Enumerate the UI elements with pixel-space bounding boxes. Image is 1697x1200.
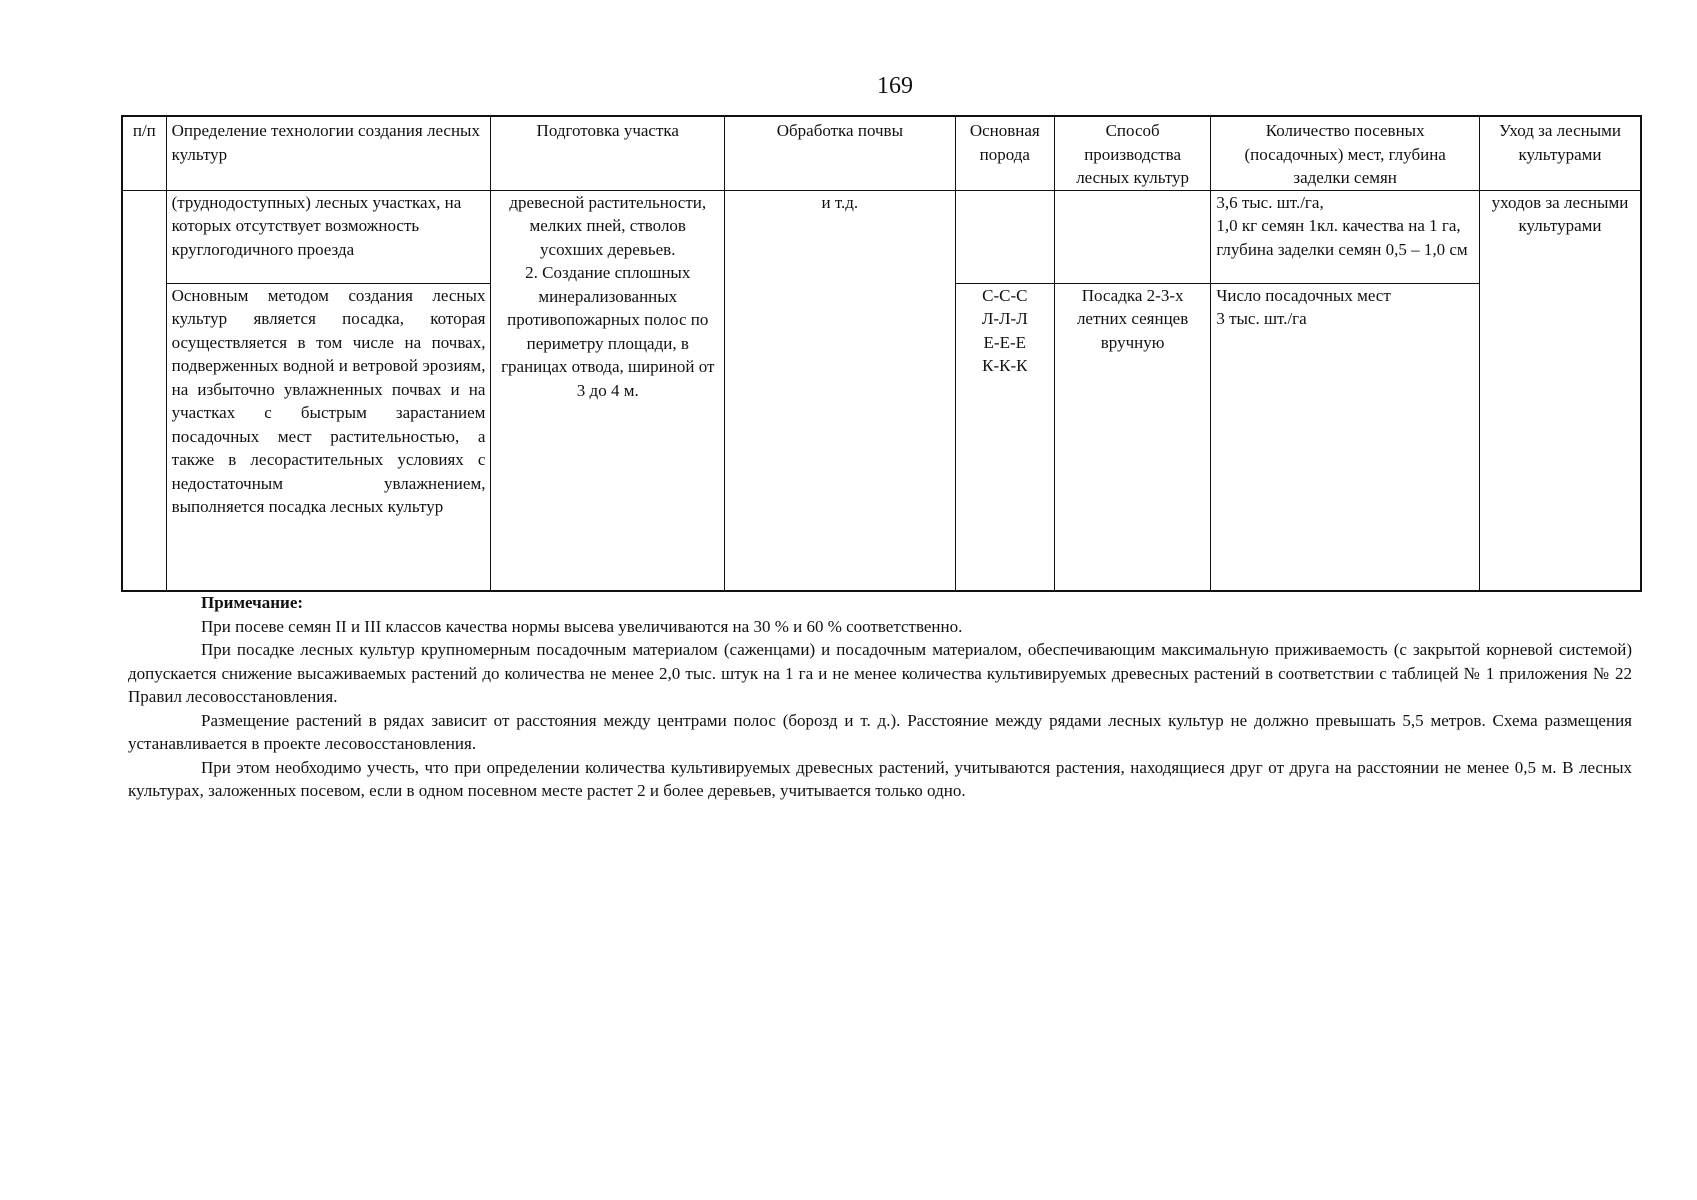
note-paragraph: При посеве семян II и III классов качества нормы высева увеличиваются на 30 % и 60 % соответственно. [201,616,963,636]
care-cell: уходов за лесными культурами [1480,190,1641,591]
page-number: 169 [877,73,913,99]
header-production-method: Способ производства лесных культур [1054,116,1210,190]
row-number-cell [122,190,166,591]
notes-title: Примечание: [201,593,304,612]
species-pine: С-С-С [982,285,1028,305]
technology-cell-1: (труднодоступных) лесных участках, на которых отсутствует возможность круглогодичного проезда [166,190,491,283]
soil-treatment-cell: и т.д. [725,190,956,591]
species-cedar: К-К-К [982,356,1028,375]
header-care: Уход за лесными культурами [1480,116,1641,190]
header-technology: Определение технологии создания лесных культур [166,116,491,190]
method-cell-2: Посадка 2-3-х летних сеянцев вручную [1054,283,1210,591]
note-paragraph: При посадке лесных культур крупномерным посадочным материалом (саженцами) и посадочным материалом, обеспечивающим максимальную приживаемость (с закрытой корневой системой) допускается снижение высаживаемых растений до количества не менее 2,0 тыс. штук на 1 га и не менее количества культивируемых древесных растений в соответствии с таблицей № 1 приложения № 22 Правил лесовосстановления. [128,640,1632,706]
species-larch: Л-Л-Л [981,309,1028,328]
table-header-row [122,116,1641,190]
notes-section [128,591,1632,803]
table-row [122,190,1641,283]
species-cell-2 [955,283,1054,591]
note-paragraph: При этом необходимо учесть, что при определении количества культивируемых древесных растений, учитываются растения, находящиеся друг от друга на расстоянии не менее 0,5 м. В лесных культурах, заложенных посевом, если в одном посевном месте растет 2 и более деревьев, учитывается только одно. [128,757,1632,800]
technology-cell-2: Основным методом создания лесных культур является посадка, которая осуществляется в том числе на почвах, подверженных водной и ветровой эрозиям, на избыточно увлажненных почвах и на участках с быстрым зарастанием посадочных мест растительностью, а также в лесорастительных условиях с недостаточным увлажнением, выполняется посадка лесных культур [166,283,491,591]
preparation-cell: древесной растительности, мелких пней, стволов усохших деревьев. 2. Создание сплошных минерализованных противопожарных полос по периметру площади, в границах отвода, шириной от 3 до 4 м. [491,190,725,591]
quantity-cell-1: 3,6 тыс. шт./га, 1,0 кг семян 1кл. качества на 1 га, глубина заделки семян 0,5 – 1,0 см [1211,190,1480,283]
header-main-species: Основная порода [955,116,1054,190]
method-cell-1 [1054,190,1210,283]
header-preparation: Подготовка участка [491,116,725,190]
quantity-cell-2: Число посадочных мест 3 тыс. шт./га [1211,283,1480,591]
header-quantity: Количество посевных (посадочных) мест, глубина заделки семян [1211,116,1480,190]
forest-cultures-table [121,115,1642,592]
species-cell-1 [955,190,1054,283]
species-spruce: Е-Е-Е [983,332,1027,352]
note-paragraph: Размещение растений в рядах зависит от расстояния между центрами полос (борозд и т. д.). Расстояние между рядами лесных культур не должно превышать 5,5 метров. Схема размещения устанавливается в проекте лесовосстановления. [128,710,1632,753]
header-number: п/п [122,116,166,190]
header-soil-treatment: Обработка почвы [725,116,956,190]
